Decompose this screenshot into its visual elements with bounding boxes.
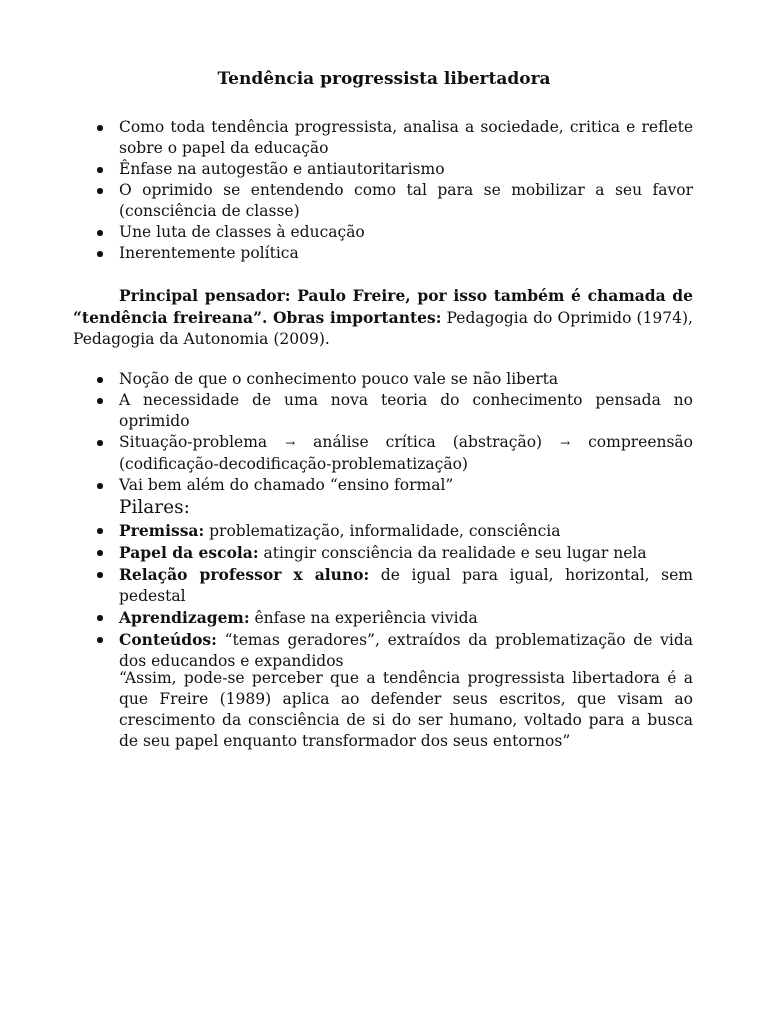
list-item [96,607,693,629]
pilar-label: Premissa: [119,521,205,540]
principal-thinker-paragraph [73,285,693,350]
list-item: Noção de que o conhecimento pouco vale se não liberta [96,369,693,390]
pilar-text: ênfase na experiência vivida [249,609,478,627]
list-item: Como toda tendência progressista, analisa a sociedade, critica e reflete sobre o papel da educação [96,117,693,159]
list-item-text: compreensão (codificação-decodificação-problematização) [119,433,694,473]
characteristics-list [96,117,693,264]
pilar-label: Relação professor x aluno: [119,565,370,584]
pilar-text: de igual para igual, horizontal, sem pedestal [119,566,693,605]
pilar-label: Aprendizagem: [119,608,250,627]
pilar-text: atingir consciência da realidade e seu lugar nela [258,544,647,562]
principal-works-text: Pedagogia do Oprimido (1974), Pedagogia da Autonomia (2009). [73,309,693,348]
pilar-text: “temas geradores”, extraídos da problematização de vida dos educandos e expandidos [119,631,693,670]
list-item [96,629,693,672]
list-item: O oprimido se entendendo como tal para se mobilizar a seu favor (consciência de classe) [96,180,693,222]
list-item: Vai bem além do chamado “ensino formal” [96,475,693,496]
page-title: Tendência progressista libertadora [217,69,551,89]
list-item: Ênfase na autogestão e antiautoritarismo [96,159,693,180]
pilar-label: Papel da escola: [119,543,259,562]
list-item [96,564,693,607]
pilar-text: problematização, informalidade, consciência [204,522,561,540]
freire-quote: “Assim, pode-se perceber que a tendência progressista libertadora é a que Freire (1989) aplica ao defender seus escritos, que visam ao crescimento da consciência de si do ser humano, voltado para a busca de seu papel enquanto transformador dos seus entornos” [119,669,693,750]
principal-bold-text: Principal pensador: Paulo Freire, por isso também é chamada de “tendência freireana”. Obras importantes: [73,286,693,327]
pilares-list [96,520,693,672]
list-item [96,542,693,564]
list-item [96,432,693,475]
list-item-text: Situação-problema [119,433,285,451]
list-item [96,520,693,542]
pilar-label: Conteúdos: [119,630,217,649]
list-item: Inerentemente política [96,243,693,264]
pilares-heading: Pilares: [119,497,190,518]
arrow-right-icon: → [560,436,571,450]
knowledge-list [96,369,693,496]
list-item: A necessidade de uma nova teoria do conhecimento pensada no oprimido [96,390,693,432]
arrow-right-icon: → [285,436,296,450]
list-item: Une luta de classes à educação [96,222,693,243]
list-item-text: análise crítica (abstração) [296,433,560,451]
